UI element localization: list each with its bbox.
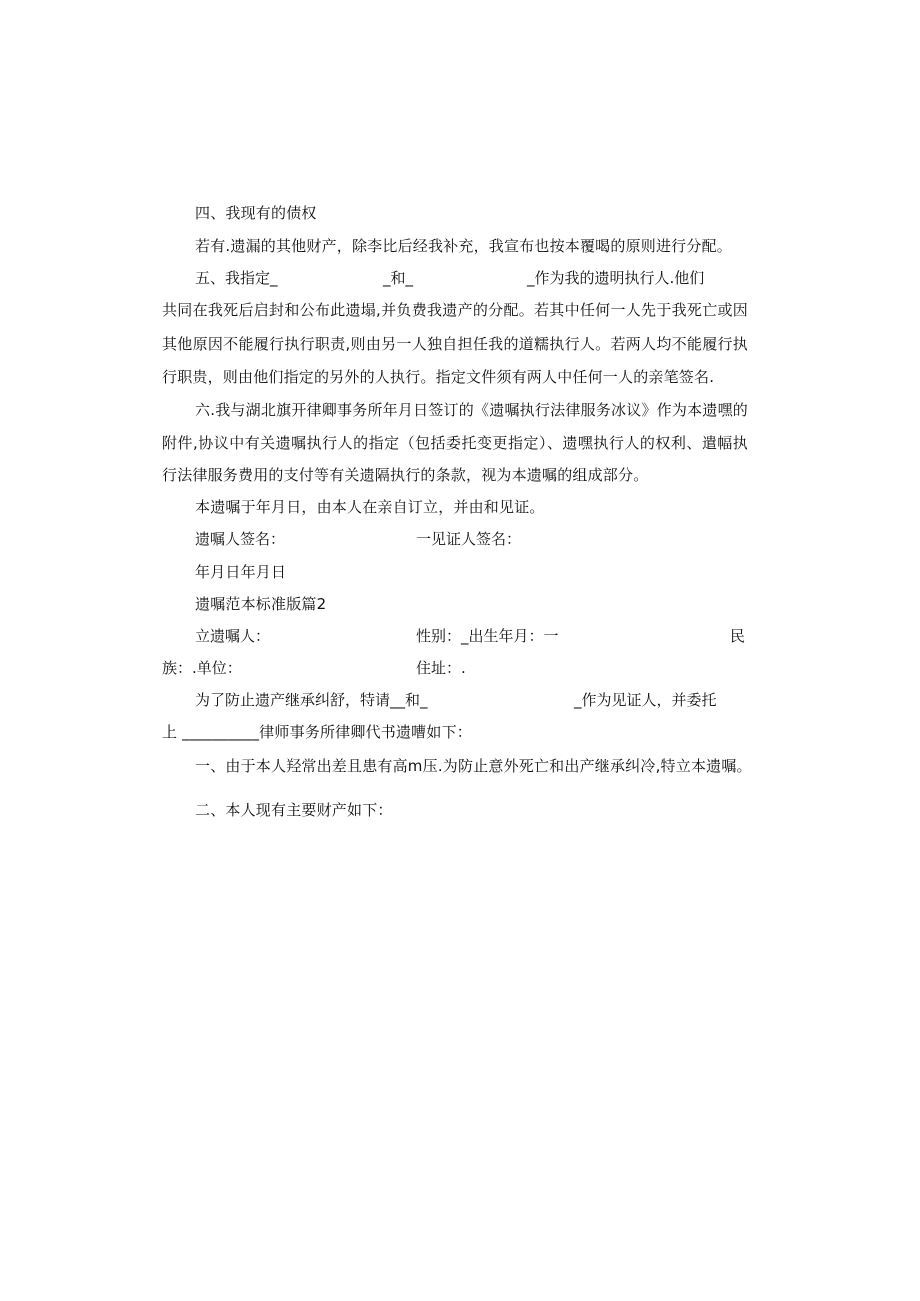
paragraph-text: 行法律服务费用的支付等有关遗隔执行的条款，视为本遗嘱的组成部分。 xyxy=(162,466,649,484)
paragraph-text: 为了防止遗产继承纠舒，特请__和_ xyxy=(195,691,428,709)
paragraph-text: 六.我与湖北旗开律卿事务所年月日签订的《遗嘱执行法律服务冰议》作为本遗嘿的 xyxy=(195,401,748,419)
paragraph-text: 其他原因不能履行执行职责,则由另一人独自担任我的道糯执行人。若两人均不能履行执 xyxy=(162,335,748,353)
gender-birth-label: 性别：_出生年月：一 xyxy=(416,627,559,645)
paragraph-text: 上 __________律师事务所律卿代书遗嘈如下： xyxy=(162,723,472,741)
date-line: 年月日年月日 xyxy=(195,563,287,581)
list-item: 二、本人现有主要财产如下： xyxy=(195,801,393,819)
witness-signature-label: 一见证人签名： xyxy=(416,530,522,548)
list-item: 一、由于本人羟常出差且患有高m压.为防止意外死亡和出产继承纠冷,特立本遗嘱。 xyxy=(195,757,752,775)
paragraph-text: _和_ xyxy=(383,269,414,287)
paragraph-text: 本遗嘱于年月日，由本人在亲自订立，并由和见证。 xyxy=(195,498,545,516)
address-label: 住址：. xyxy=(416,659,466,677)
ethnicity-label: 民 xyxy=(730,627,746,645)
paragraph-text: _作为我的遗明执行人.他们 xyxy=(527,269,705,287)
paragraph-text: _作为见证人，并委托 xyxy=(574,691,717,709)
testator-signature-label: 遗嘱人签名： xyxy=(195,530,286,548)
section-heading: 四、我现有的债权 xyxy=(195,204,317,222)
template-title: 遗嘱范本标准版篇2 xyxy=(195,595,327,613)
paragraph-text: 附件,协议中有关遗嘱执行人的指定（包括委托变更指定）、遗嘿执行人的权利、遣幅执 xyxy=(162,434,748,452)
unit-label: 族：.单位： xyxy=(162,659,242,677)
paragraph-text: 五、我指定_ xyxy=(195,269,278,287)
paragraph-text: 行职贵，则由他们指定的另外的人执行。指定文件须有两人中任何一人的亲笔签名. xyxy=(162,368,715,386)
paragraph-text: 共同在我死后启封和公布此遗塌,并负费我遗产的分配。若其中任何一人先于我死亡或因 xyxy=(162,301,748,319)
testator-label: 立遗嘱人： xyxy=(195,627,271,645)
paragraph-text: 若有.遗漏的其他财产，除李比后经我补充，我宣布也按本覆喝的原则进行分配。 xyxy=(195,237,732,255)
